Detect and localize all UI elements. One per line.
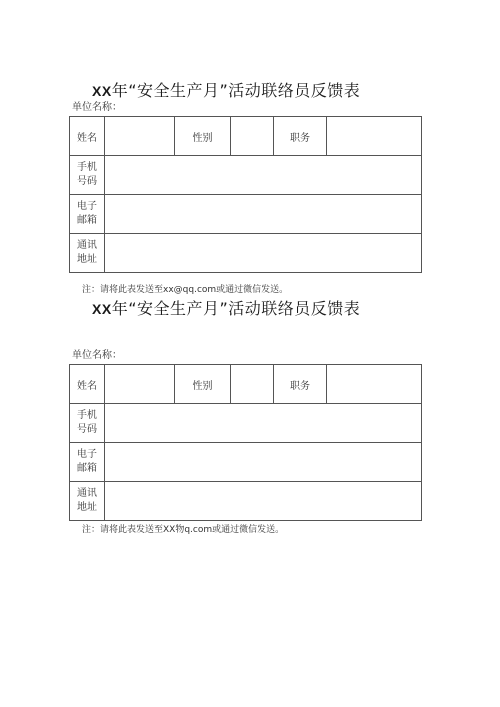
name-label: 姓名 xyxy=(70,365,105,404)
table-row-phone xyxy=(70,404,422,443)
phone-label-line1: 手机 xyxy=(77,410,97,421)
position-field[interactable] xyxy=(327,117,422,156)
name-field[interactable] xyxy=(105,365,175,404)
email-field[interactable] xyxy=(105,195,422,234)
unit-name-label: 单位名称： xyxy=(72,102,122,113)
table-row-address xyxy=(70,234,422,273)
email-label xyxy=(70,443,105,482)
submission-note: 注：请将此表发送至xx@qq.com或通过微信发送。 xyxy=(82,285,289,295)
gender-label: 性别 xyxy=(175,365,231,404)
address-label xyxy=(70,482,105,521)
gender-label: 性别 xyxy=(175,117,231,156)
gender-field[interactable] xyxy=(231,365,274,404)
phone-label-line1: 手机 xyxy=(77,162,97,173)
position-field[interactable] xyxy=(327,365,422,404)
table-row-name xyxy=(70,365,422,404)
table-row-address xyxy=(70,482,422,521)
phone-label-line2: 号码 xyxy=(77,176,97,187)
form-title xyxy=(92,78,360,101)
email-label-line2: 邮箱 xyxy=(77,215,97,226)
position-label: 职务 xyxy=(274,117,327,156)
name-label: 姓名 xyxy=(70,117,105,156)
table-row-email xyxy=(70,195,422,234)
form-title-prefix: XX xyxy=(92,83,112,99)
gender-field[interactable] xyxy=(231,117,274,156)
phone-label-line2: 号码 xyxy=(77,424,97,435)
unit-name-label: 单位名称： xyxy=(72,350,122,361)
email-label xyxy=(70,195,105,234)
table-row-name xyxy=(70,117,422,156)
phone-label xyxy=(70,156,105,195)
address-label-line1: 通讯 xyxy=(77,240,97,251)
phone-label xyxy=(70,404,105,443)
form-title-prefix: XX xyxy=(92,301,112,317)
table-row-phone xyxy=(70,156,422,195)
table-row-email xyxy=(70,443,422,482)
form-title-text: 年“安全生产月”活动联络员反馈表 xyxy=(111,299,361,318)
address-field[interactable] xyxy=(105,482,422,521)
address-field[interactable] xyxy=(105,234,422,273)
email-label-line1: 电子 xyxy=(77,449,97,460)
email-label-line2: 邮箱 xyxy=(77,463,97,474)
address-label-line2: 地址 xyxy=(77,502,97,513)
email-field[interactable] xyxy=(105,443,422,482)
contact-table xyxy=(69,116,422,273)
form-title xyxy=(92,296,360,319)
form-title-text: 年“安全生产月”活动联络员反馈表 xyxy=(111,81,361,100)
contact-table xyxy=(69,364,422,521)
phone-field[interactable] xyxy=(105,156,422,195)
phone-field[interactable] xyxy=(105,404,422,443)
position-label: 职务 xyxy=(274,365,327,404)
address-label-line1: 通讯 xyxy=(77,488,97,499)
submission-note: 注：请将此表发送至XX物q.com或通过微信发送。 xyxy=(82,525,285,535)
name-field[interactable] xyxy=(105,117,175,156)
address-label xyxy=(70,234,105,273)
email-label-line1: 电子 xyxy=(77,201,97,212)
address-label-line2: 地址 xyxy=(77,254,97,265)
